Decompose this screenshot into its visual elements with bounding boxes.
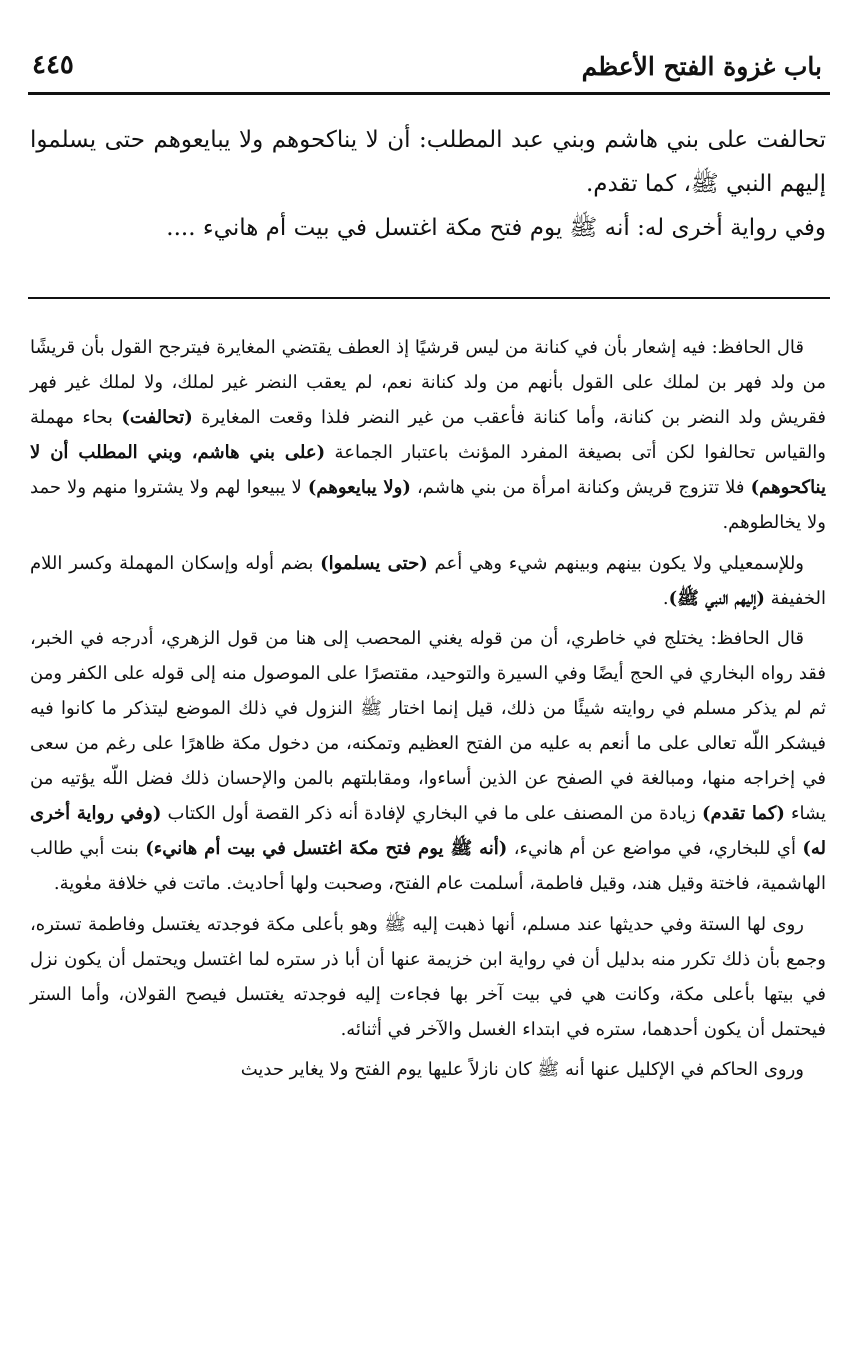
quoted-phrase: (إليهم النبي ﷺ) <box>668 587 765 609</box>
quoted-phrase: (حتى يسلموا) <box>320 552 428 574</box>
main-text-paragraph: تحالفت على بني هاشم وبني عبد المطلب: أن لا يناكحوهم ولا يبايعوهم حتى يسلموا إليهم النبي ﷺ، كما تقدم. <box>30 127 826 197</box>
commentary-text: زيادة من المصنف على ما في البخاري لإفادة أنه ذكر القصة أول الكتاب <box>161 803 702 825</box>
commentary-text: . <box>662 587 669 609</box>
commentary-paragraph <box>30 546 826 616</box>
chapter-title: باب غزوة الفتح الأعظم <box>581 52 822 81</box>
commentary-divider <box>28 297 830 299</box>
quoted-phrase: (أنه ﷺ يوم فتح مكة اغتسل في بيت أم هانيء) <box>145 838 508 860</box>
commentary-text: بضم أوله وإسكان المهملة وكسر اللام الخفيفة <box>30 552 826 609</box>
commentary <box>30 330 826 1092</box>
quoted-phrase: (كما تقدم) <box>701 803 785 825</box>
quoted-phrase: (تحالفت) <box>121 407 193 429</box>
commentary-text: قال الحافظ: فيه إشعار بأن في كنانة من ليس قرشيًا إذ العطف يقتضي المغايرة فيترجح القول بأن قريشًا من ولد فهر بن لملك على القول بأنهم من ولد كنانة نعم، لم يعقب النضر غير لملك، ولا لملك غير فهر فقريش ولد النضر بن كنانة، وأما كنانة فأعقب من غير النضر فلذا وقعت المغايرة <box>30 337 826 429</box>
quoted-phrase: (على بني هاشم، وبني المطلب أن لا يناكحوهم) <box>30 442 826 499</box>
commentary-text: لا يبيعوا لهم ولا يشتروا منهم ولا حمد ولا يخالطوهم. <box>30 477 826 534</box>
commentary-text: بحاء مهملة والقياس تحالفوا لكن أتى بصيغة المفرد المؤنث باعتبار الجماعة <box>30 407 826 464</box>
commentary-text: بنت أبي طالب الهاشمية، فاختة وقيل هند، وقيل فاطمة، أسلمت عام الفتح، وصحبت ولها أحاديث. ماتت في خلافة معٰوية. <box>30 838 826 895</box>
main-text-paragraph: وفي رواية أخرى له: أنه ﷺ يوم فتح مكة اغتسل في بيت أم هانيء .... <box>166 215 826 241</box>
page-number: ٤٤٥ <box>32 50 74 80</box>
commentary-text: فلا تتزوج قريش وكنانة امرأة من بني هاشم، <box>410 477 751 499</box>
commentary-text: قال الحافظ: يختلج في خاطري، أن من قوله يغني المحصب إلى هنا من قول الزهري، أدرجه في الخبر، فقد رواه البخاري في الحج أيضًا وفي السيرة والتوحيد، مقتصرًا على الموصول منه إلى قوله على الكفر ومن ثم لم يذكر مسلم في روايته شيئًا من ذلك، قيل إنما اختار ﷺ النزول في ذلك الموضع ليتذكر ما كانوا فيه فيشكر اللّه تعالى على ما أنعم به عليه من الفتح العظيم وتمكنه، من دخول مكة ظاهرًا على رغم من سعى في إخراجه منها، ومبالغة في الصفح عن الذين أساءوا، ومقابلتهم بالمن والإحسان ذلك فضل اللّه يؤتيه من يشاء <box>30 627 826 825</box>
quoted-phrase: (وفي رواية أخرى له) <box>30 803 826 860</box>
commentary-text: أي للبخاري، في مواضع عن أم هانيء، <box>507 838 803 860</box>
commentary-text: وللإسمعيلي ولا يكون بينهم وبينهم شيء وهي أعم <box>427 552 804 574</box>
main-text <box>30 118 826 250</box>
commentary-paragraph: روى لها الستة وفي حديثها عند مسلم، أنها ذهبت إليه ﷺ وهو بأعلى مكة فوجدته يغتسل وفاطمة تستره، وجمع بأن ذلك تكرر منه بدليل أن في رواية ابن خزيمة عنها أن أبا ذر ستره لما اغتسل ويحتمل أن يكون نزل في بيتها بأعلى مكة، وكانت هي في بيت آخر بها فجاءت إليه فوجدته يغتسل فيصح القولان، وأما الستر فيحتمل أن يكون أحدهما، ستره في ابتداء الغسل والآخر في أثنائه. <box>30 913 826 1040</box>
commentary-paragraph <box>30 621 826 902</box>
commentary-paragraph: وروى الحاكم في الإكليل عنها أنه ﷺ كان نازلاً عليها يوم الفتح ولا يغاير حديث <box>240 1058 804 1080</box>
running-header <box>28 46 828 90</box>
quoted-phrase: (ولا يبايعوهم) <box>307 477 411 499</box>
header-divider <box>28 92 830 95</box>
commentary-paragraph <box>30 330 826 541</box>
